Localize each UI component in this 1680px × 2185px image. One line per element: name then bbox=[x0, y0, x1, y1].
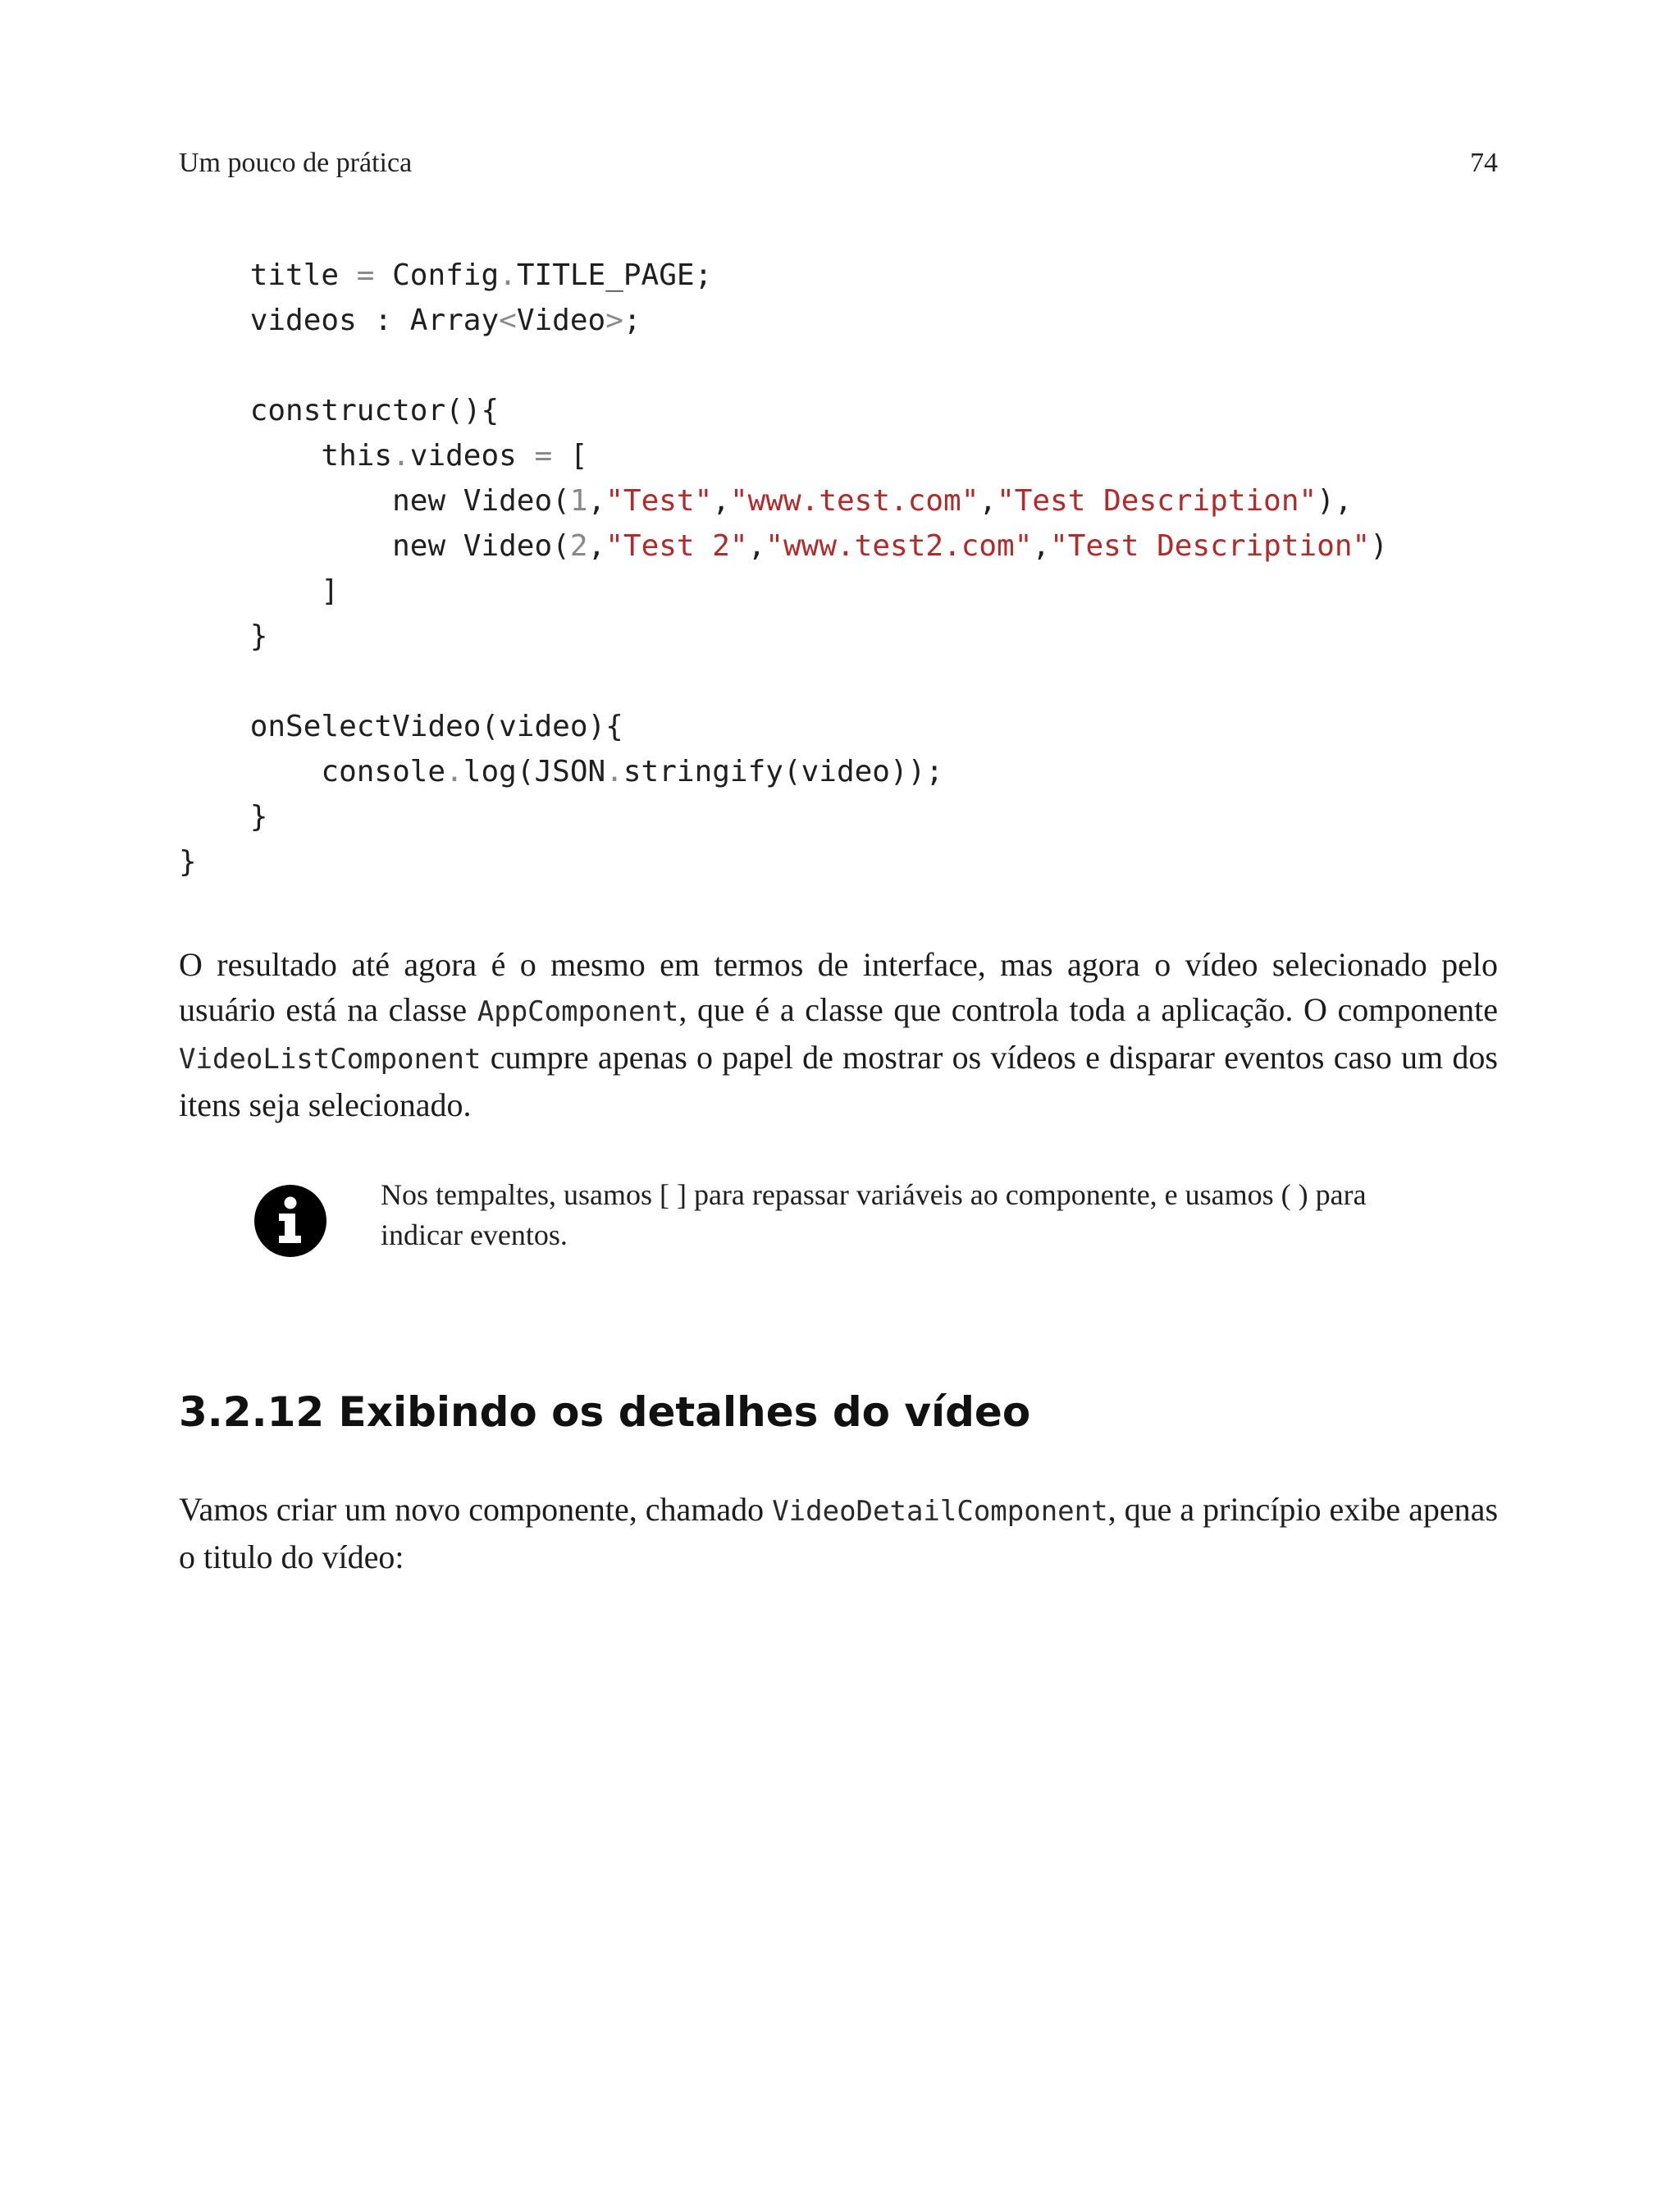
code-line: new Video(1,"Test","www.test.com","Test Description"), bbox=[392, 484, 1353, 518]
code-line: } bbox=[249, 619, 268, 653]
section-heading: 3.2.12 Exibindo os detalhes do vídeo bbox=[179, 1388, 1031, 1436]
code-line: ] bbox=[321, 574, 340, 608]
inline-code: VideoListComponent bbox=[179, 1043, 482, 1076]
code-line: } bbox=[179, 845, 197, 879]
inline-code: VideoDetailComponent bbox=[772, 1495, 1108, 1528]
page-number: 74 bbox=[1470, 148, 1498, 178]
code-line-blank bbox=[179, 659, 1388, 704]
code-block bbox=[179, 253, 1388, 885]
code-line: constructor(){ bbox=[249, 394, 500, 427]
running-header bbox=[179, 148, 1498, 179]
code-line: new Video(2,"Test 2","www.test2.com","Test Description") bbox=[392, 529, 1388, 563]
code-line-blank bbox=[179, 343, 1388, 388]
inline-code: AppComponent bbox=[477, 995, 679, 1028]
code-line: console.log(JSON.stringify(video)); bbox=[321, 755, 944, 789]
code-line: videos : Array<Video>; bbox=[249, 304, 641, 337]
paragraph: Vamos criar um novo componente, chamado VideoDetailComponent, que a princípio exibe apenas o titulo do vídeo: bbox=[179, 1491, 1499, 1575]
paragraph: O resultado até agora é o mesmo em termos de interface, mas agora o vídeo selecionado pelo usuário está na classe AppComponent, que é a classe que controla toda a aplicação. O componente VideoListComponent cumpre apenas o papel de mostrar os vídeos e disparar eventos caso um dos itens seja selecionado. bbox=[179, 946, 1499, 1123]
info-icon bbox=[254, 1185, 326, 1257]
chapter-title: Um pouco de prática bbox=[179, 148, 413, 178]
code-line: this.videos = [ bbox=[321, 439, 588, 473]
code-line: } bbox=[249, 800, 268, 834]
info-callout bbox=[254, 1175, 1444, 1265]
code-line: title = Config.TITLE_PAGE; bbox=[249, 258, 713, 292]
info-text: Nos tempaltes, usamos [ ] para repassar variáveis ao componente, e usamos ( ) para indicar eventos. bbox=[381, 1178, 1367, 1251]
code-line: onSelectVideo(video){ bbox=[249, 710, 623, 743]
